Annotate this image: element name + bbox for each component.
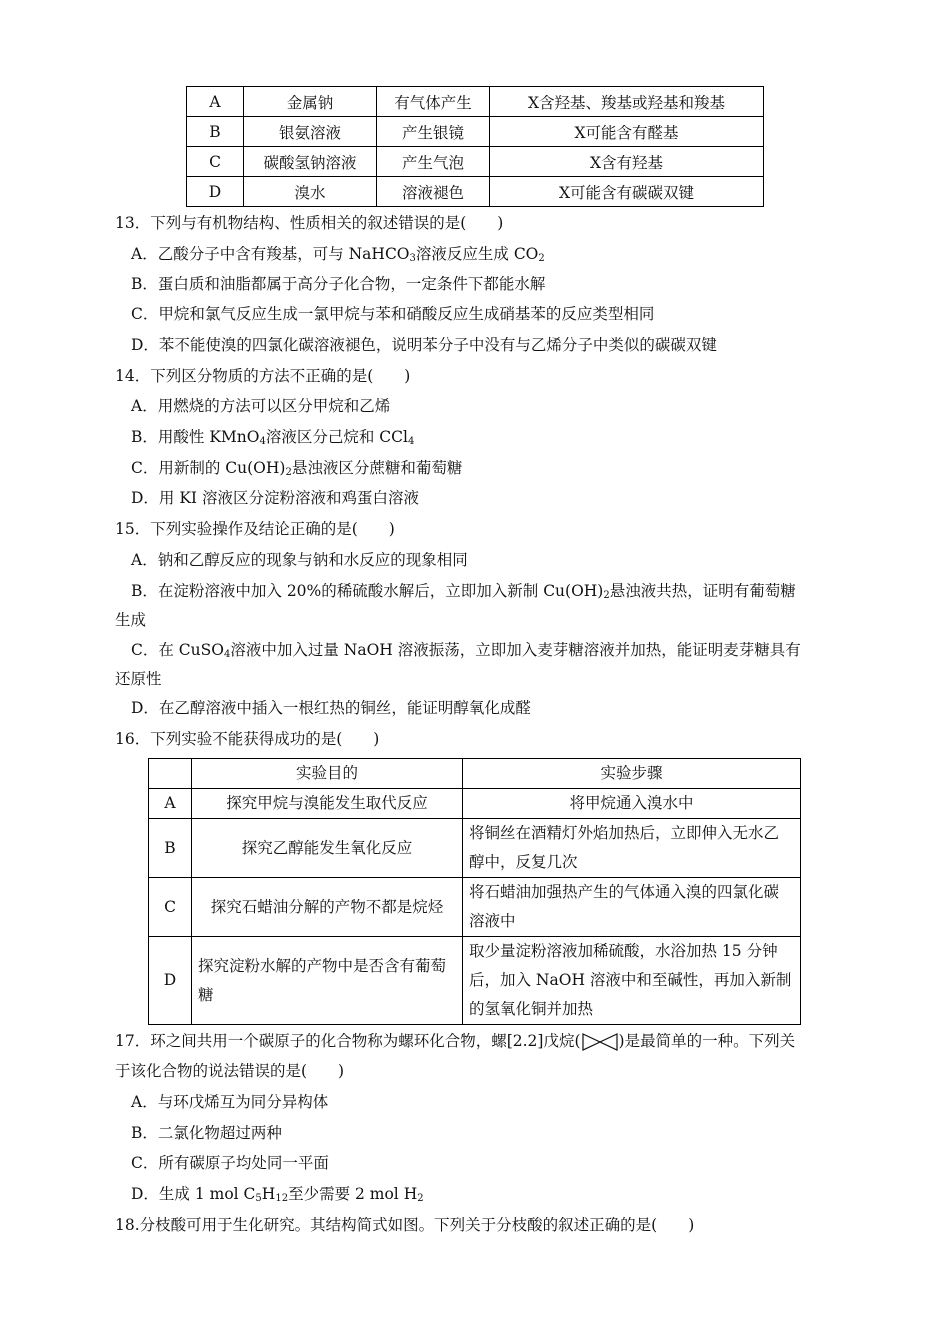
q13-stem: 13．下列与有机物结构、性质相关的叙述错误的是( ) <box>115 214 504 232</box>
q15-option-a: A．钠和乙醇反应的现象与钠和水反应的现象相同 <box>131 551 468 569</box>
table-cell: 探究石蜡油分解的产物不都是烷烃 <box>192 878 463 937</box>
table-row <box>187 117 764 147</box>
text: B．在淀粉溶液中加入 20%的稀硫酸水解后，立即加入新制 Cu(OH) <box>131 582 604 600</box>
table-cell: X可能含有醛基 <box>490 117 764 147</box>
subscript: 4 <box>259 436 266 447</box>
subscript: 5 <box>255 1193 262 1204</box>
table-cell <box>149 759 192 789</box>
q15-option-c <box>131 639 801 661</box>
q15-option-b-continued: 生成 <box>115 611 147 629</box>
subscript: 2 <box>538 253 545 264</box>
table-header-step: 实验步骤 <box>463 759 801 789</box>
table-cell: D <box>149 937 192 1025</box>
subscript: 2 <box>417 1193 424 1204</box>
q15-option-c-continued: 还原性 <box>115 670 162 688</box>
q17-option-b: B．二氯化物超过两种 <box>131 1124 282 1142</box>
q17-option-c: C．所有碳原子均处同一平面 <box>131 1154 329 1172</box>
q17-stem-continued: 于该化合物的说法错误的是( ) <box>115 1062 345 1080</box>
table-cell: D <box>187 177 244 207</box>
text: A．乙酸分子中含有羧基，可与 NaHCO <box>131 245 410 263</box>
spiropentane-structure-icon <box>581 1032 619 1052</box>
q14-option-b <box>131 426 414 448</box>
q15-option-b <box>131 580 796 602</box>
experiment-table <box>148 758 801 1025</box>
table-cell: X含有羟基 <box>490 147 764 177</box>
subscript: 2 <box>603 590 610 601</box>
table-cell: 产生气泡 <box>377 147 490 177</box>
text: 悬浊液区分蔗糖和葡萄糖 <box>291 459 463 477</box>
table-row <box>149 819 801 878</box>
table-cell: 银氨溶液 <box>244 117 377 147</box>
table-cell: B <box>187 117 244 147</box>
table-cell: 碳酸氢钠溶液 <box>244 147 377 177</box>
q14-option-d: D．用 KI 溶液区分淀粉溶液和鸡蛋白溶液 <box>131 489 419 507</box>
q13-option-c: C．甲烷和氯气反应生成一氯甲烷与苯和硝酸反应生成硝基苯的反应类型相同 <box>131 305 655 323</box>
text: B．用酸性 KMnO <box>131 428 260 446</box>
table-cell: X可能含有碳碳双键 <box>490 177 764 207</box>
text: )是最简单的一种。下列关 <box>618 1032 796 1050</box>
table-cell: 将石蜡油加强热产生的气体通入溴的四氯化碳溶液中 <box>463 878 801 937</box>
q14-option-c <box>131 457 462 479</box>
table-cell: 探究乙醇能发生氧化反应 <box>192 819 463 878</box>
text: D．生成 1 mol C <box>131 1185 256 1203</box>
q17-option-d <box>131 1183 424 1205</box>
text: 悬浊液共热，证明有葡萄糖 <box>609 582 796 600</box>
q14-stem: 14．下列区分物质的方法不正确的是( ) <box>115 367 411 385</box>
table-cell: 溴水 <box>244 177 377 207</box>
text: 溶液中加入过量 NaOH 溶液振荡，立即加入麦芽糖溶液并加热，能证明麦芽糖具有 <box>230 641 801 659</box>
table-row <box>149 937 801 1025</box>
table-header-row <box>149 759 801 789</box>
text: 溶液区分己烷和 CCl <box>265 428 408 446</box>
q18-stem: 18.分枝酸可用于生化研究。其结构简式如图。下列关于分枝酸的叙述正确的是( ) <box>115 1216 695 1234</box>
reagent-table <box>186 86 764 207</box>
table-cell: 将甲烷通入溴水中 <box>463 789 801 819</box>
table-cell: 探究甲烷与溴能发生取代反应 <box>192 789 463 819</box>
table-cell: B <box>149 819 192 878</box>
q14-option-a: A．用燃烧的方法可以区分甲烷和乙烯 <box>131 397 391 415</box>
table-row <box>187 87 764 117</box>
subscript: 4 <box>223 649 231 660</box>
table-cell: 探究淀粉水解的产物中是否含有葡萄糖 <box>192 937 463 1025</box>
q15-stem: 15．下列实验操作及结论正确的是( ) <box>115 520 395 538</box>
text: H <box>261 1185 276 1203</box>
text: C．用新制的 Cu(OH) <box>131 459 286 477</box>
q17-stem <box>115 1030 795 1052</box>
text: 17．环之间共用一个碳原子的化合物称为螺环化合物，螺[2.2]戊烷( <box>115 1032 581 1050</box>
table-row <box>187 177 764 207</box>
table-cell: 产生银镜 <box>377 117 490 147</box>
table-cell: 金属钠 <box>244 87 377 117</box>
q13-option-d: D．苯不能使溴的四氯化碳溶液褪色，说明苯分子中没有与乙烯分子中类似的碳碳双键 <box>131 336 717 354</box>
text: 至少需要 2 mol H <box>288 1185 418 1203</box>
q15-option-d: D．在乙醇溶液中插入一根红热的铜丝，能证明醇氧化成醛 <box>131 699 531 717</box>
subscript: 2 <box>285 467 292 478</box>
table-header-goal: 实验目的 <box>192 759 463 789</box>
text: C．在 CuSO <box>131 641 224 659</box>
table-cell: X含羟基、羧基或羟基和羧基 <box>490 87 764 117</box>
subscript: 3 <box>409 253 416 264</box>
table-row <box>149 789 801 819</box>
table-cell: C <box>149 878 192 937</box>
text: 溶液反应生成 CO <box>415 245 539 263</box>
table-cell: 有气体产生 <box>377 87 490 117</box>
table-row <box>149 878 801 937</box>
table-cell: A <box>187 87 244 117</box>
table-cell: 溶液褪色 <box>377 177 490 207</box>
q13-option-a <box>131 243 545 265</box>
table-row <box>187 147 764 177</box>
table-cell: C <box>187 147 244 177</box>
table-cell: A <box>149 789 192 819</box>
subscript: 4 <box>407 436 415 447</box>
table-cell: 将铜丝在酒精灯外焰加热后，立即伸入无水乙醇中，反复几次 <box>463 819 801 878</box>
subscript: 12 <box>275 1193 289 1204</box>
q17-option-a: A．与环戊烯互为同分异构体 <box>131 1093 329 1111</box>
q13-option-b: B．蛋白质和油脂都属于高分子化合物，一定条件下都能水解 <box>131 275 546 293</box>
q16-stem: 16．下列实验不能获得成功的是( ) <box>115 730 380 748</box>
table-cell: 取少量淀粉溶液加稀硫酸，水浴加热 15 分钟后，加入 NaOH 溶液中和至碱性，再加入新制的氢氧化铜并加热 <box>463 937 801 1025</box>
